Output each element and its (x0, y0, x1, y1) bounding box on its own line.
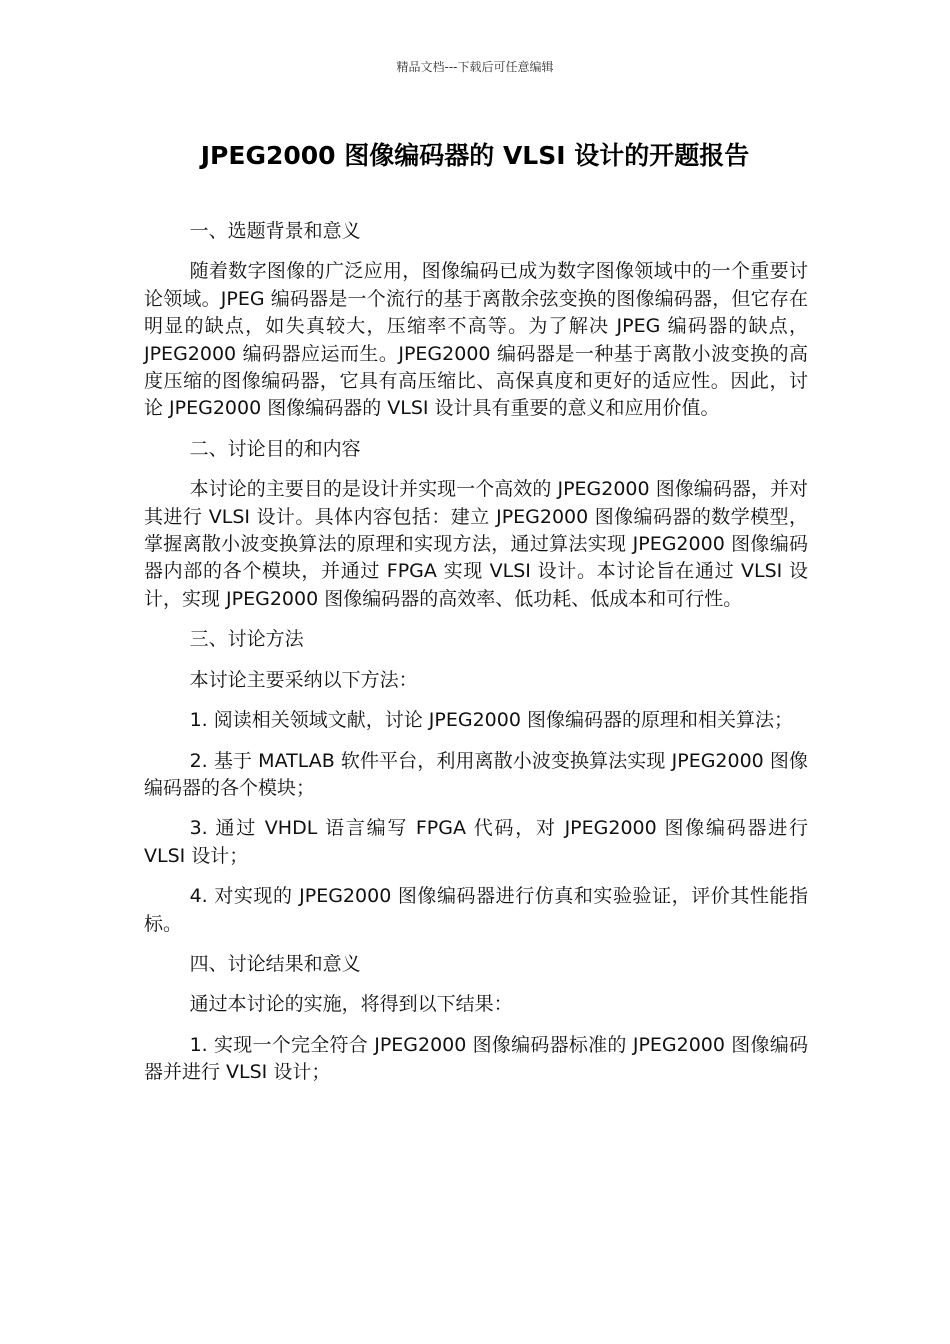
paragraph-methods-intro: 本讨论主要采纳以下方法： (189, 668, 418, 691)
list-item-result-1: 1. 实现一个完全符合 JPEG2000 图像编码器标准的 JPEG2000 图像编码器并进行 VLSI 设计； (144, 1033, 808, 1084)
paragraph-results-intro: 通过本讨论的实施，将得到以下结果： (189, 993, 513, 1016)
list-item-method-3: 3. 通过 VHDL 语言编写 FPGA 代码，对 JPEG2000 图像编码器进行 VLSI 设计； (144, 817, 808, 867)
document-title: JPEG2000 图像编码器的 VLSI 设计的开题报告 (200, 141, 750, 170)
header-note: 精品文档---下载后可任意编辑 (396, 60, 554, 74)
section-heading-methods: 三、讨论方法 (189, 628, 304, 651)
list-item-method-4: 4. 对实现的 JPEG2000 图像编码器进行仿真和实验验证，评价其性能指标。 (144, 885, 808, 935)
section-heading-goals: 二、讨论目的和内容 (189, 437, 361, 460)
paragraph-goals: 本讨论的主要目的是设计并实现一个高效的 JPEG2000 图像编码器，并对其进行 VLSI 设计。具体内容包括：建立 JPEG2000 图像编码器的数学模型，掌握离散小波变换算法的原理和实现方法，通过算法实现 JPEG2000 图像编码器内部的各个模块，并通过 FPGA 实现 VLSI 设计。本讨论旨在通过 VLSI 设计，实现 JPEG2000 图像编码器的高效率、低功耗、低成本和可行性。 (144, 478, 808, 610)
list-item-method-2: 2. 基于 MATLAB 软件平台，利用离散小波变换算法实现 JPEG2000 图像编码器的各个模块； (144, 749, 808, 799)
section-heading-background: 一、选题背景和意义 (189, 220, 361, 242)
section-heading-results: 四、讨论结果和意义 (189, 952, 361, 975)
document-body (144, 218, 808, 1100)
paragraph-background: 随着数字图像的广泛应用，图像编码已成为数字图像领域中的一个重要讨论领域。JPEG 编码器是一个流行的基于离散余弦变换的图像编码器，但它存在明显的缺点，如失真较大，压缩率不高等。为了解决 JPEG 编码器的缺点，JPEG2000 编码器应运而生。JPEG2000 编码器是一种基于离散小波变换的高度压缩的图像编码器，它具有高压缩比、高保真度和更好的适应性。因此，讨论 JPEG2000 图像编码器的 VLSI 设计具有重要的意义和应用价值。 (144, 260, 808, 420)
list-item-method-1: 1. 阅读相关领域文献，讨论 JPEG2000 图像编码器的原理和相关算法； (189, 709, 793, 732)
